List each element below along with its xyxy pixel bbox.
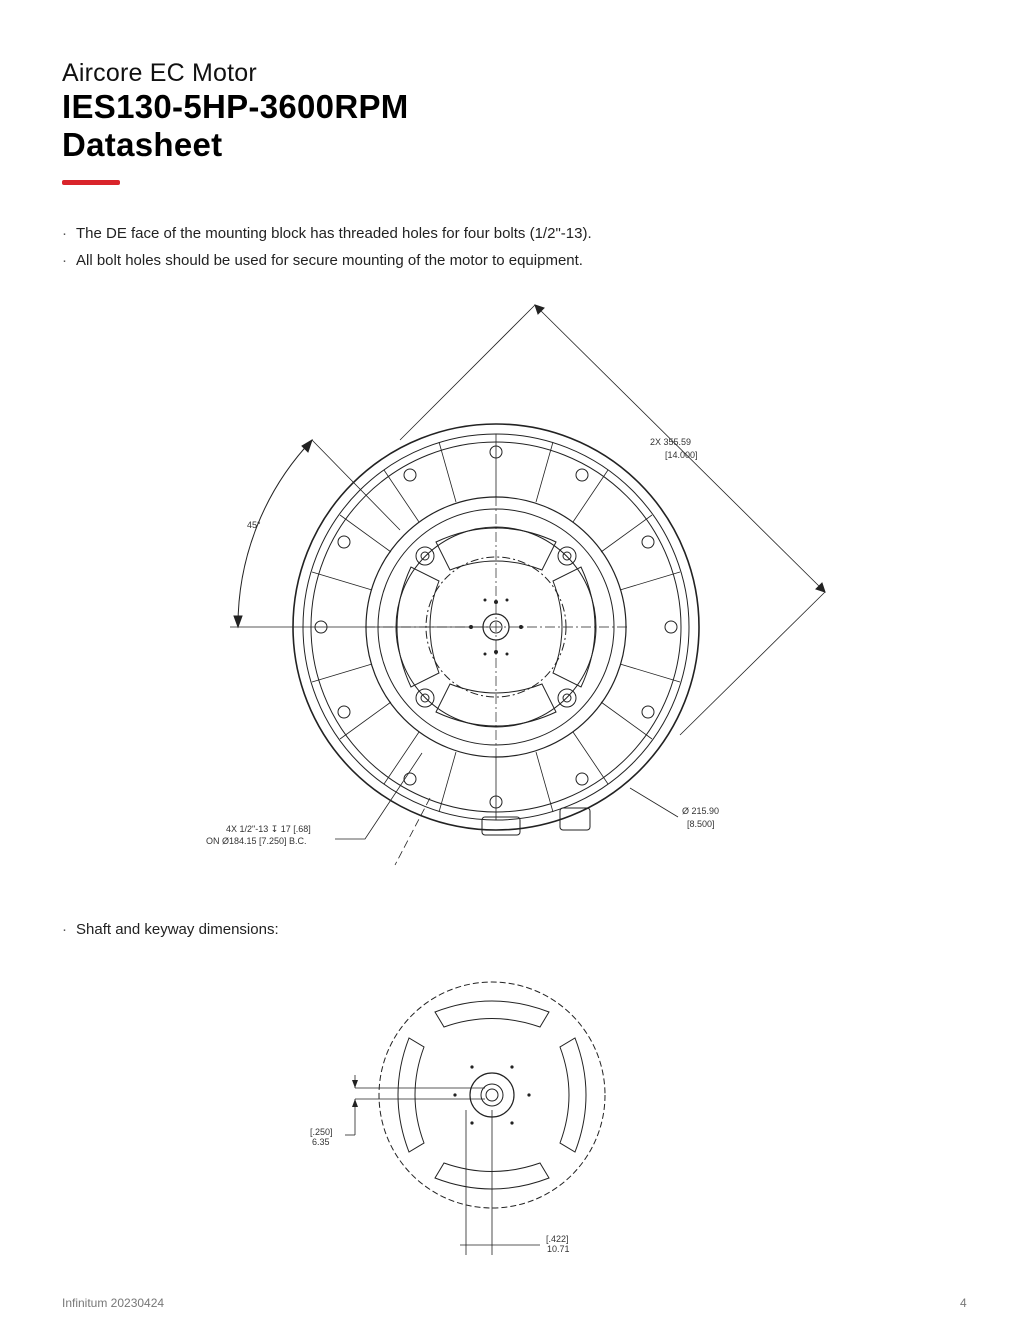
shaft-keyway-drawing xyxy=(300,975,630,1265)
angle-label: 45° xyxy=(247,520,261,530)
overall-dim-mm: 2X 355.59 xyxy=(650,437,692,447)
bolt-note-line2: ON Ø184.15 [7.250] B.C. xyxy=(206,836,307,846)
overall-dim-in: [14.000] xyxy=(665,450,698,460)
product-line: Aircore EC Motor xyxy=(62,59,257,87)
footer-doc-id: Infinitum 20230424 xyxy=(62,1296,165,1310)
key-depth-in: [.422] xyxy=(546,1234,569,1244)
bullet-item: · The DE face of the mounting block has threaded holes for four bolts (1/2"-13). xyxy=(62,220,592,247)
shaft-note: · Shaft and keyway dimensions: xyxy=(62,921,279,938)
key-width-in: [.250] xyxy=(310,1127,333,1137)
key-width-mm: 6.35 xyxy=(312,1137,330,1147)
accent-bar xyxy=(62,180,120,185)
bolt-note-line1: 4X 1/2"-13 ↧ 17 [.68] xyxy=(226,824,311,834)
model-title: IES130-5HP-3600RPM xyxy=(62,88,409,125)
doc-type-title: Datasheet xyxy=(62,126,223,163)
header xyxy=(62,58,409,164)
mounting-notes xyxy=(62,220,592,274)
diameter-mm: Ø 215.90 xyxy=(682,806,720,816)
key-depth-mm: 10.71 xyxy=(547,1244,570,1254)
diameter-in: [8.500] xyxy=(687,819,715,829)
bullet-item: · All bolt holes should be used for secure mounting of the motor to equipment. xyxy=(62,247,592,274)
page-number: 4 xyxy=(960,1296,967,1310)
motor-front-view-drawing xyxy=(190,290,850,880)
